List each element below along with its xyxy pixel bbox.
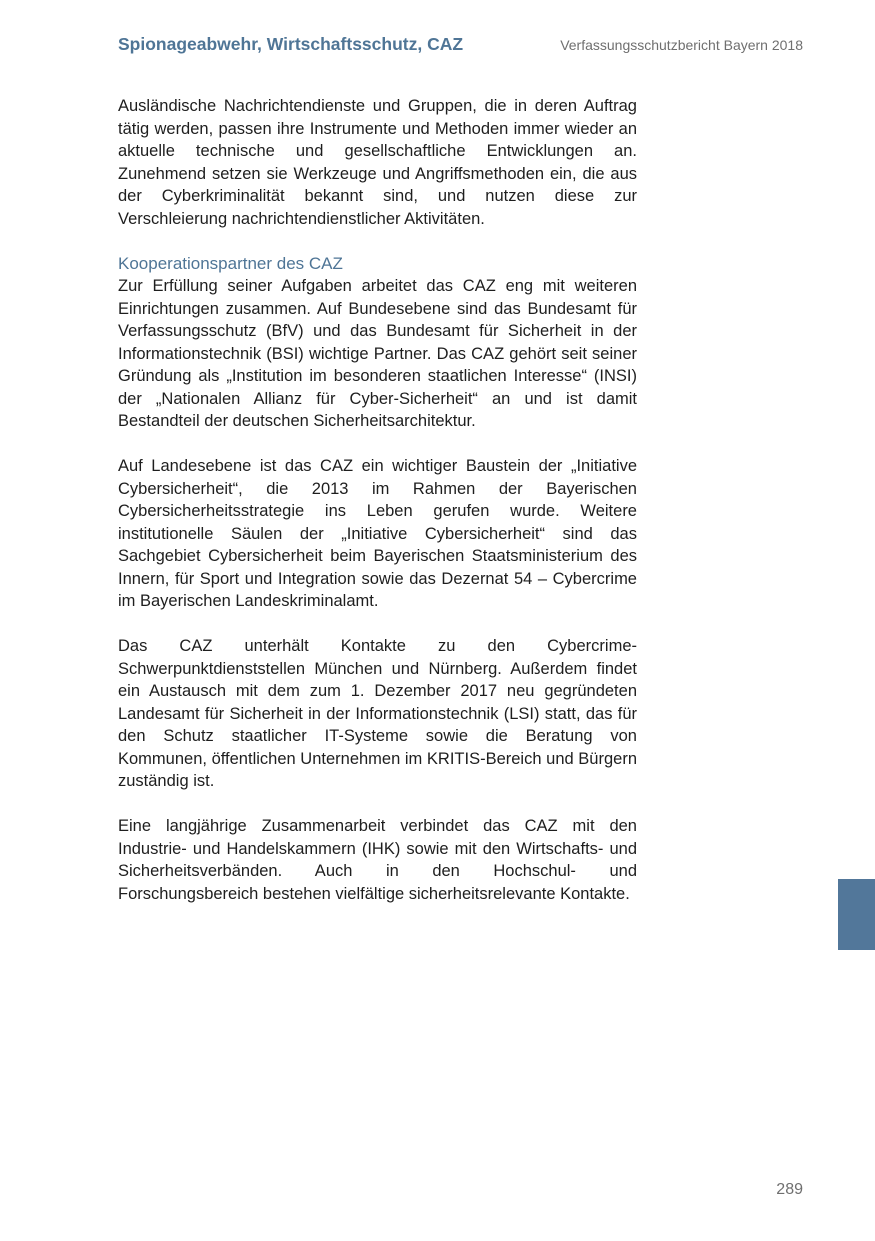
paragraph-2: Auf Landesebene ist das CAZ ein wichtiger Baustein der „Initiative Cybersicherheit“, die 2013 im Rahmen der Bayerischen Cybersicherheitsstrategie ins Leben gerufen wurde. Weitere institutionelle Säulen der „Initiative Cybersicherheit“ sind das Sachgebiet Cybersicherheit beim Bayerischen Staatsministerium des Innern, für Sport und Integration sowie das Dezernat 54 – Cybercrime im Bayerischen Landeskriminalamt.: [118, 457, 637, 610]
chapter-title: Spionageabwehr, Wirtschaftsschutz, CAZ: [118, 34, 464, 54]
page-number: 289: [776, 1181, 803, 1198]
paragraph-1: Zur Erfüllung seiner Aufgaben arbeitet das CAZ eng mit weiteren Einrichtungen zusammen. Auf Bundesebene sind das Bundesamt für Verfassungsschutz (BfV) und das Bundesamt für Sicherheit in der Informationstechnik (BSI) wichtige Partner. Das CAZ gehört seit seiner Gründung als „Institution im besonderen staatlichen Interesse“ (INSI) der „Nationalen Allianz für Cyber-Sicherheit“ an und ist damit Bestandteil der deutschen Sicherheitsarchitektur.: [118, 277, 637, 430]
intro-paragraph: Ausländische Nachrichtendienste und Gruppen, die in deren Auftrag tätig werden, passen ihre Instrumente und Methoden immer wieder an aktuelle technische und gesellschaftliche Entwicklungen an. Zunehmend setzen sie Werkzeuge und Angriffsmethoden ein, die aus der Cyberkriminalität bekannt sind, und nutzen diese zur Verschleierung nachrichtendienstlicher Aktivitäten.: [118, 97, 637, 228]
section-heading: Kooperationspartner des CAZ: [118, 253, 343, 273]
chapter-side-tab: [838, 879, 875, 950]
paragraph-3: Das CAZ unterhält Kontakte zu den Cybercrime-Schwerpunktdienststellen München und Nürnberg. Außerdem findet ein Austausch mit dem zum 1. Dezember 2017 neu gegründeten Landesamt für Sicherheit in der Informationstechnik (LSI) statt, das für den Schutz staatlicher IT-Systeme sowie die Beratung von Kommunen, öffentlichen Unternehmen im KRITIS-Bereich und Bürgern zuständig ist.: [118, 637, 637, 790]
paragraph-4: Eine langjährige Zusammenarbeit verbindet das CAZ mit den Industrie- und Handelskammern (IHK) sowie mit den Wirtschafts- und Sicherheitsverbänden. Auch in den Hochschul- und Forschungsbereich bestehen vielfältige sicherheitsrelevante Kontakte.: [118, 817, 637, 903]
main-content: [118, 95, 637, 928]
report-title: Verfassungsschutzbericht Bayern 2018: [560, 37, 803, 53]
